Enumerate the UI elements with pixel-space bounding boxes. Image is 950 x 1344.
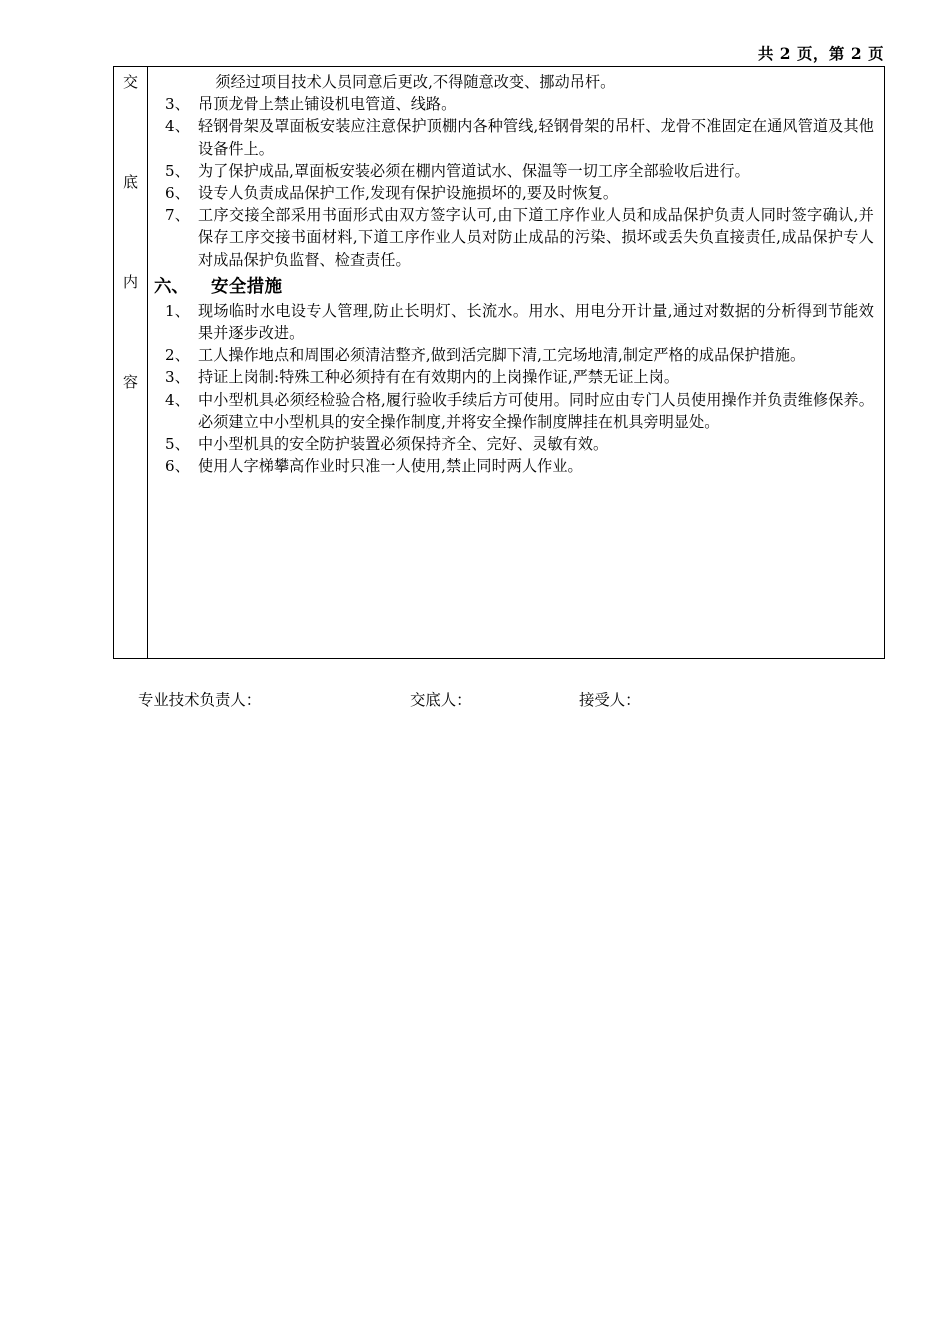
list-item-number: 7、 bbox=[165, 206, 190, 225]
list-item-text: 持证上岗制:特殊工种必须持有在有效期内的上岗操作证,严禁无证上岗。 bbox=[198, 368, 680, 387]
list-item-number: 4、 bbox=[165, 390, 190, 409]
continued-paragraph: 须经过项目技术人员同意后更改,不得随意改变、挪动吊杆。 bbox=[215, 73, 616, 91]
list-item-number: 4、 bbox=[165, 117, 190, 136]
list-item bbox=[152, 160, 876, 182]
list-item bbox=[152, 115, 876, 159]
list-item-number: 3、 bbox=[165, 368, 190, 387]
list-item-text: 使用人字梯攀高作业时只准一人使用,禁止同时两人作业。 bbox=[198, 457, 583, 476]
page-number-header: 共 2 页，第 2 页 bbox=[757, 44, 884, 63]
section-number: 六、 bbox=[154, 276, 189, 297]
list-item bbox=[152, 93, 876, 115]
list-item-text: 工序交接全部采用书面形式由双方签字认可,由下道工序作业人员和成品保护负责人同时签字确认,并保存工序交接书面材料,下道工序作业人员对防止成品的污染、损坏或丢失负直接责任,成品保护专人对成品保护负监督、检查责任。 bbox=[198, 206, 874, 269]
disclosure-content-cell bbox=[148, 67, 884, 658]
row-label-char-1: 交 bbox=[122, 73, 138, 91]
list-item-text: 轻钢骨架及罩面板安装应注意保护顶棚内各种管线,轻钢骨架的吊杆、龙骨不准固定在通风管道及其他设备件上。 bbox=[198, 117, 874, 158]
row-label-char-2: 底 bbox=[122, 173, 138, 191]
row-label-column bbox=[114, 67, 148, 658]
list-item bbox=[152, 300, 876, 344]
section-title: 安全措施 bbox=[211, 276, 283, 297]
list-item bbox=[152, 344, 876, 366]
signature-presenter: 交底人： bbox=[410, 691, 472, 709]
list-item-number: 5、 bbox=[165, 434, 190, 453]
list-item-text: 中小型机具必须经检验合格,履行验收手续后方可使用。同时应由专门人员使用操作并负责维修保养。必须建立中小型机具的安全操作制度,并将安全操作制度牌挂在机具旁明显处。 bbox=[198, 390, 874, 431]
list-item-text: 吊顶龙骨上禁止铺设机电管道、线路。 bbox=[198, 95, 457, 114]
row-label-char-3: 内 bbox=[122, 273, 138, 291]
list-item-text: 现场临时水电设专人管理,防止长明灯、长流水。用水、用电分开计量,通过对数据的分析得到节能效果并逐步改进。 bbox=[198, 301, 874, 342]
list-item bbox=[152, 433, 876, 455]
list-item-number: 6、 bbox=[165, 183, 190, 202]
signature-receiver: 接受人： bbox=[579, 691, 641, 709]
list-item-text: 为了保护成品,罩面板安装必须在棚内管道试水、保温等一切工序全部验收后进行。 bbox=[198, 161, 750, 180]
list-item-number: 2、 bbox=[165, 346, 190, 365]
list-item bbox=[152, 182, 876, 204]
continued-items-list bbox=[152, 93, 876, 271]
list-item-number: 6、 bbox=[165, 457, 190, 476]
section-heading-safety bbox=[152, 274, 876, 300]
list-item bbox=[152, 389, 876, 433]
list-item-text: 设专人负责成品保护工作,发现有保护设施损坏的,要及时恢复。 bbox=[198, 183, 619, 202]
list-item-text: 中小型机具的安全防护装置必须保持齐全、完好、灵敏有效。 bbox=[198, 434, 609, 453]
signature-technical-lead: 专业技术负责人： bbox=[138, 691, 262, 709]
list-item bbox=[152, 204, 876, 271]
row-label-char-4: 容 bbox=[122, 373, 138, 391]
safety-items-list bbox=[152, 300, 876, 478]
list-item-number: 3、 bbox=[165, 95, 190, 114]
disclosure-content-table bbox=[113, 66, 885, 659]
list-item-text: 工人操作地点和周围必须清洁整齐,做到活完脚下清,工完场地清,制定严格的成品保护措施。 bbox=[198, 346, 806, 365]
list-item bbox=[152, 366, 876, 388]
list-item-number: 5、 bbox=[165, 161, 190, 180]
list-item-number: 1、 bbox=[165, 301, 190, 320]
list-item bbox=[152, 455, 876, 477]
